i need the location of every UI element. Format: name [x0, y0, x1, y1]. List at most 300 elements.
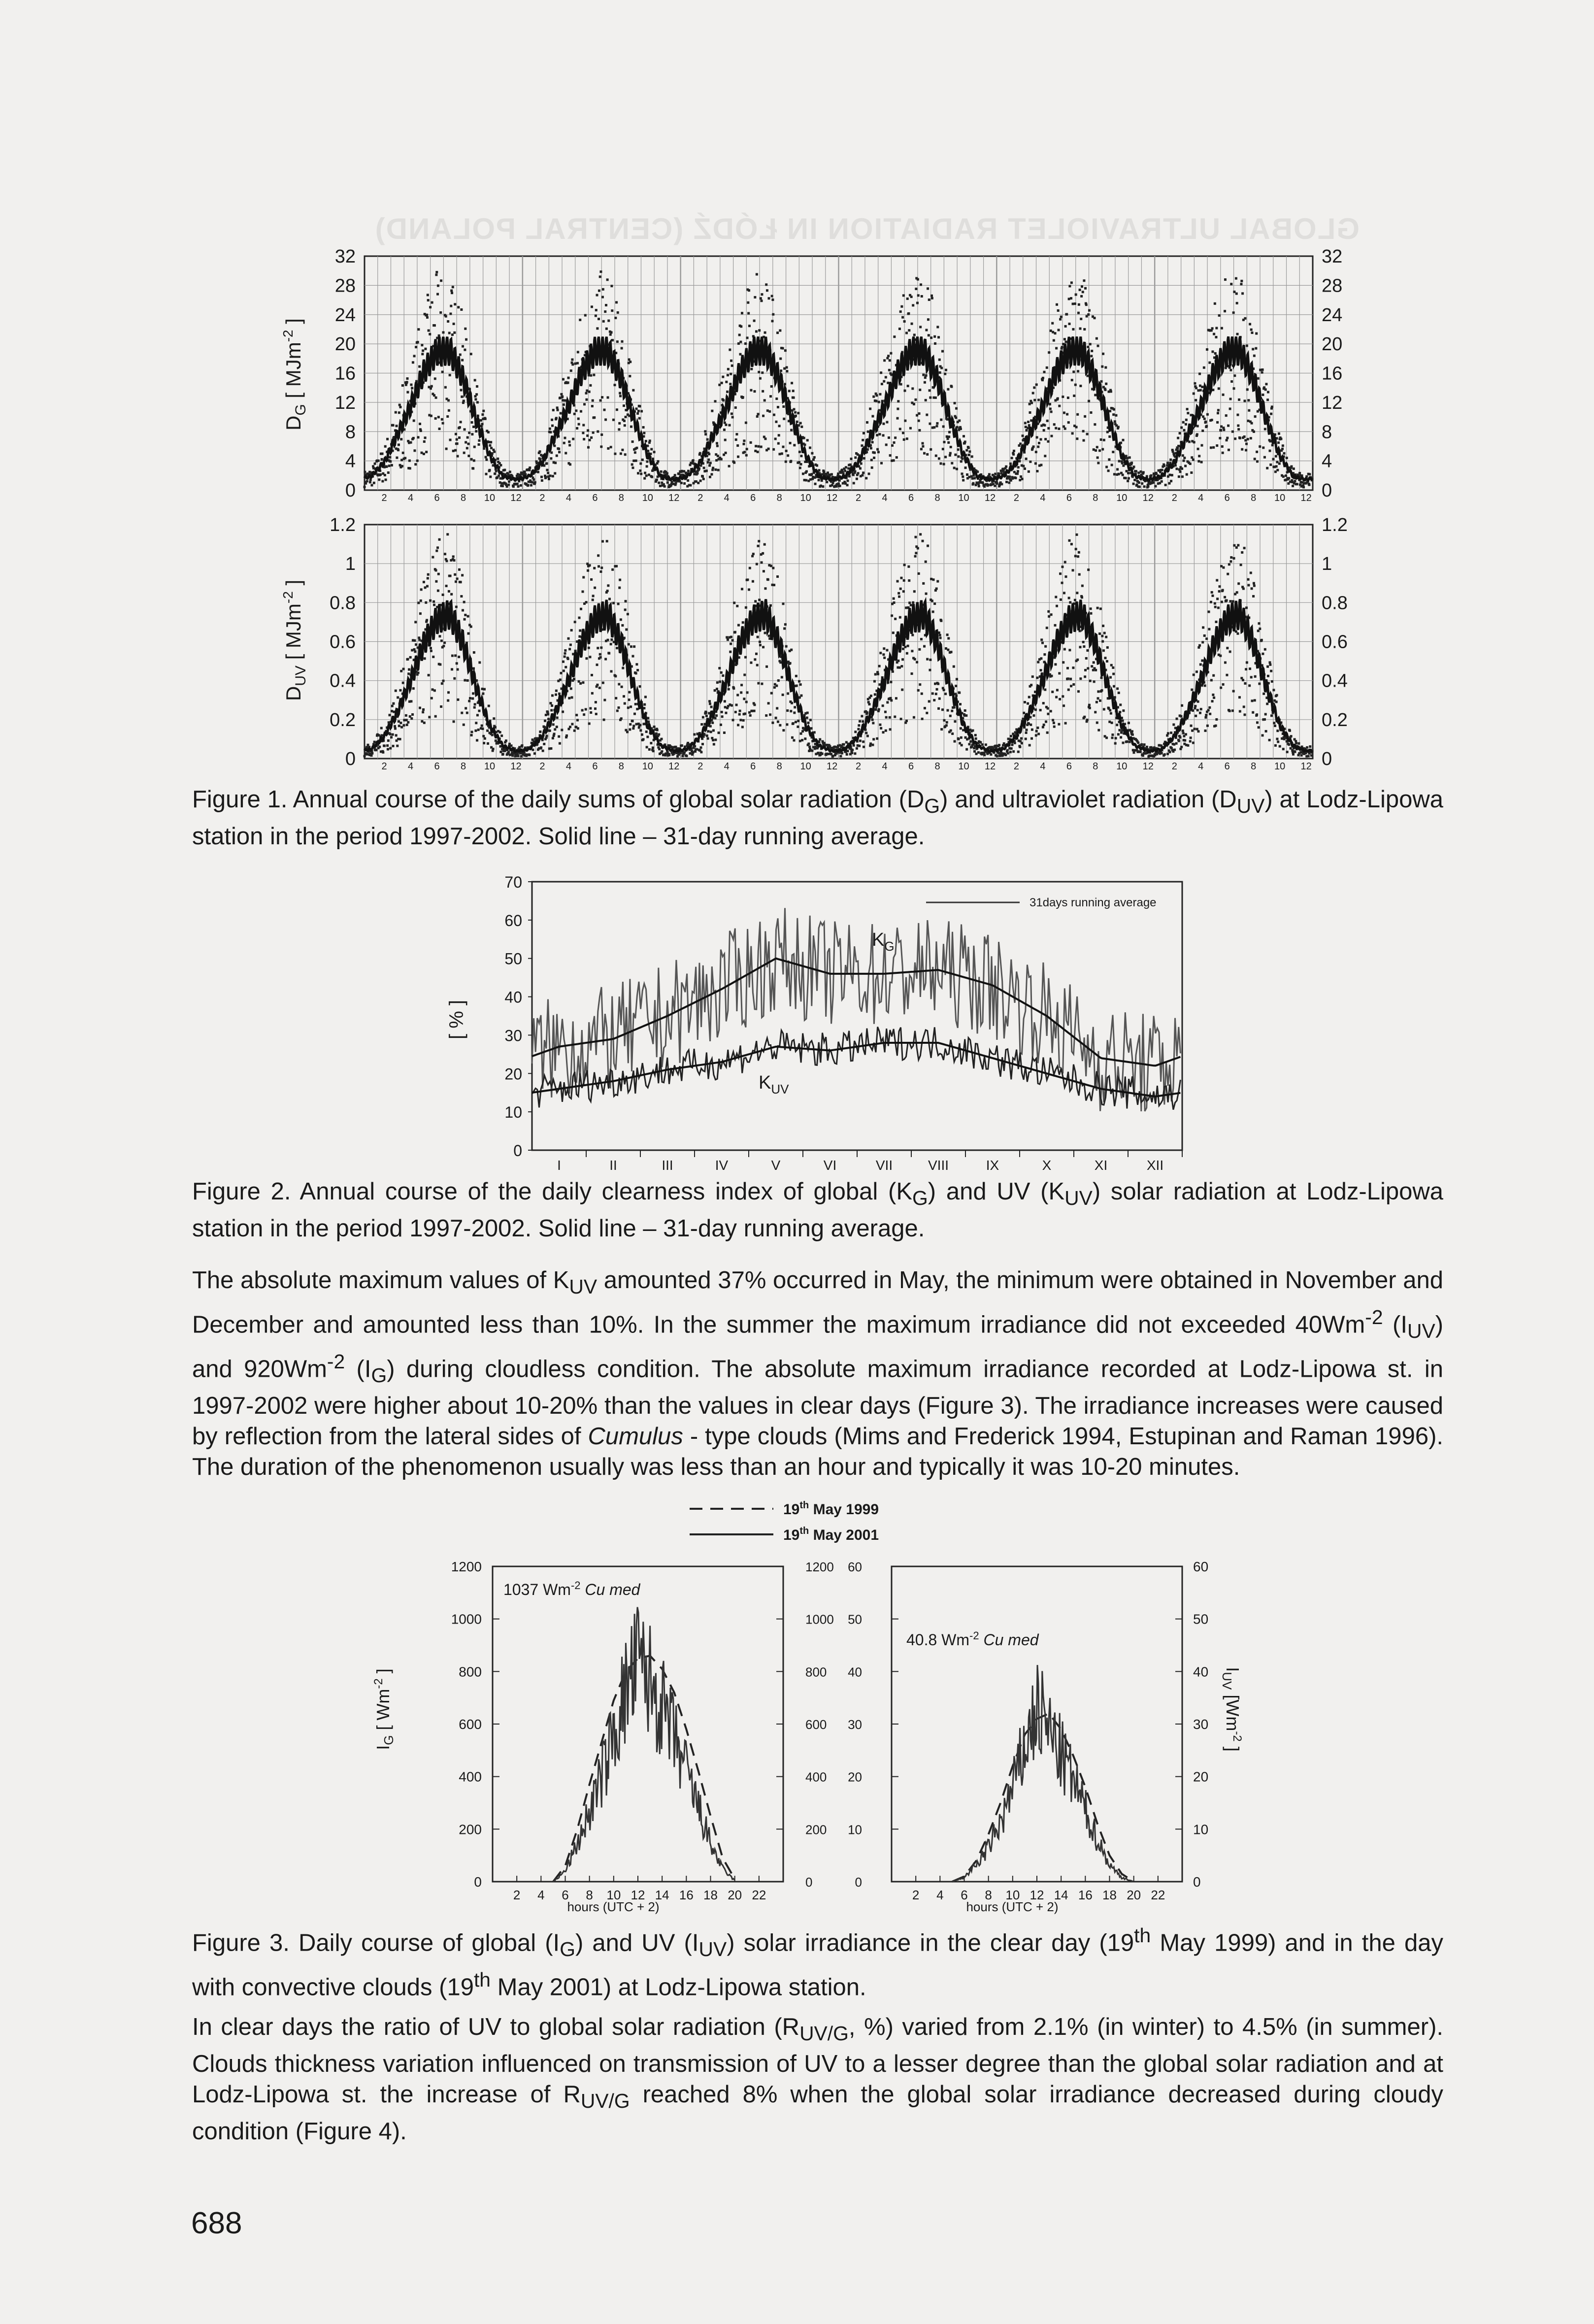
daily-point [696, 472, 698, 474]
daily-point [1191, 456, 1193, 459]
y-tick-label-left: 0 [345, 749, 356, 769]
daily-point [899, 588, 902, 590]
daily-point [922, 442, 924, 444]
daily-point [724, 439, 727, 441]
daily-point [915, 552, 917, 554]
daily-point [1281, 448, 1284, 450]
daily-point [1129, 741, 1131, 743]
daily-point [618, 683, 620, 686]
daily-point [889, 697, 892, 699]
daily-point [963, 435, 965, 437]
daily-point [589, 439, 591, 441]
daily-point [545, 714, 547, 716]
daily-point [595, 713, 598, 715]
daily-point [1122, 720, 1124, 722]
daily-point [628, 643, 630, 645]
daily-point [1262, 394, 1264, 396]
daily-point [878, 401, 880, 403]
daily-point [1191, 730, 1194, 732]
daily-point [1235, 546, 1238, 549]
month-tick-label: 2 [697, 493, 703, 503]
daily-point [1109, 709, 1111, 712]
x-tick-label: 6 [562, 1888, 569, 1902]
daily-point [558, 451, 561, 453]
daily-point [1101, 640, 1104, 643]
daily-point [772, 448, 775, 451]
daily-point [599, 653, 601, 656]
daily-point [922, 373, 925, 376]
daily-point [865, 477, 867, 479]
daily-point [567, 658, 569, 660]
daily-point [616, 408, 618, 411]
daily-point [1205, 425, 1208, 428]
daily-point [799, 740, 801, 742]
daily-point [621, 449, 624, 451]
daily-point [793, 739, 795, 741]
daily-point [632, 389, 634, 392]
daily-point [1143, 743, 1146, 746]
daily-point [931, 599, 933, 602]
daily-point [883, 657, 886, 659]
daily-point [1220, 425, 1223, 428]
daily-point [814, 483, 817, 485]
daily-point [1137, 471, 1140, 474]
daily-point [573, 678, 575, 680]
daily-point [549, 702, 552, 704]
daily-point [366, 753, 369, 756]
daily-point [709, 462, 712, 464]
daily-point [591, 405, 594, 407]
daily-point [1171, 474, 1173, 476]
daily-point [766, 409, 769, 412]
daily-point [1258, 726, 1260, 729]
daily-point [1190, 471, 1193, 474]
daily-point [632, 460, 635, 462]
daily-point [384, 445, 387, 448]
daily-point [1199, 663, 1202, 665]
daily-point [1182, 421, 1185, 424]
daily-point [1229, 560, 1232, 563]
daily-point [786, 723, 788, 726]
daily-point [885, 730, 887, 732]
daily-point [1093, 317, 1096, 319]
daily-point [454, 303, 456, 305]
month-tick-label: 8 [1093, 761, 1098, 772]
daily-point [1185, 733, 1187, 735]
daily-point [1194, 382, 1196, 385]
daily-point [500, 734, 503, 737]
daily-point [1062, 695, 1064, 697]
daily-point [650, 742, 652, 744]
daily-point [592, 595, 595, 597]
daily-point [1050, 330, 1052, 332]
daily-point [493, 451, 496, 453]
daily-point [1064, 428, 1066, 430]
daily-point [861, 474, 863, 476]
daily-point [1032, 392, 1034, 394]
y-tick-label: 60 [1193, 1559, 1209, 1574]
daily-point [637, 472, 639, 474]
daily-point [965, 714, 967, 717]
daily-point [482, 410, 485, 412]
daily-point [933, 335, 936, 338]
month-tick-label: 4 [882, 493, 888, 503]
daily-point [1232, 311, 1235, 314]
daily-point [584, 314, 587, 317]
daily-point [1180, 427, 1183, 429]
daily-point [651, 476, 653, 478]
daily-point [835, 485, 838, 488]
daily-point [1016, 472, 1019, 475]
month-tick-label: 4 [565, 761, 571, 772]
daily-point [761, 299, 763, 302]
daily-point [1181, 475, 1184, 478]
daily-point [1261, 639, 1263, 641]
daily-point [405, 719, 408, 721]
daily-point [486, 730, 489, 732]
daily-point [938, 697, 941, 700]
daily-point [1082, 641, 1085, 643]
daily-point [1197, 700, 1199, 703]
daily-point [424, 657, 426, 660]
daily-point [1183, 429, 1185, 432]
daily-point [470, 353, 472, 355]
daily-point [1110, 712, 1112, 715]
month-tick-label: 8 [934, 761, 940, 772]
daily-point [364, 486, 366, 488]
daily-point [735, 438, 737, 441]
daily-point [610, 638, 613, 641]
daily-point [1053, 722, 1055, 724]
daily-point [1229, 398, 1231, 400]
daily-point [1216, 579, 1218, 582]
daily-point [734, 631, 736, 633]
y-tick-label-right: 0 [1322, 749, 1332, 769]
daily-point [931, 692, 934, 695]
month-label: VIII [928, 1158, 949, 1173]
daily-point [973, 477, 976, 479]
daily-point [1006, 749, 1009, 752]
daily-point [1025, 429, 1028, 432]
month-tick-label: 8 [776, 493, 782, 503]
daily-point [470, 626, 472, 628]
daily-point [883, 380, 885, 383]
daily-point [371, 752, 373, 755]
daily-point [1116, 724, 1118, 726]
daily-point [1043, 424, 1046, 427]
daily-point [1043, 724, 1045, 726]
daily-point [950, 651, 953, 653]
daily-point [1206, 348, 1208, 351]
daily-point [768, 410, 771, 413]
month-tick-label: 4 [408, 493, 414, 503]
daily-point [1096, 337, 1098, 340]
daily-point [863, 432, 865, 434]
daily-point [599, 275, 601, 278]
daily-point [1029, 744, 1031, 746]
daily-point [664, 485, 666, 488]
daily-point [776, 575, 779, 578]
daily-point [1186, 473, 1188, 476]
daily-point [627, 706, 630, 709]
daily-point [606, 540, 608, 542]
daily-point [919, 683, 921, 686]
daily-point [1111, 736, 1114, 739]
daily-point [403, 719, 405, 721]
daily-point [472, 467, 474, 470]
daily-point [1221, 327, 1223, 330]
daily-point [890, 681, 892, 683]
daily-point [741, 726, 744, 728]
daily-point [1207, 709, 1210, 711]
y-tick-label-inner: 0 [855, 1875, 862, 1890]
daily-point [375, 749, 377, 751]
daily-point [1146, 746, 1148, 748]
daily-point [756, 273, 758, 275]
daily-point [839, 485, 841, 487]
daily-point [1228, 563, 1230, 565]
daily-point [927, 545, 929, 547]
daily-point [650, 448, 653, 450]
daily-point [1105, 736, 1108, 739]
daily-point [1285, 474, 1287, 477]
daily-point [1229, 710, 1231, 712]
daily-point [961, 744, 963, 746]
daily-point [1067, 677, 1069, 680]
daily-point [1088, 400, 1090, 402]
daily-point [1112, 673, 1115, 675]
daily-point [641, 459, 644, 461]
daily-point [683, 751, 686, 754]
daily-point [1198, 644, 1201, 647]
daily-point [1072, 569, 1074, 571]
daily-point [417, 328, 420, 331]
x-tick-label: 20 [1127, 1888, 1141, 1902]
daily-point [791, 702, 793, 704]
daily-point [467, 615, 469, 618]
daily-point [1295, 742, 1297, 744]
daily-point [943, 689, 945, 691]
daily-point [920, 638, 923, 640]
daily-point [899, 616, 901, 619]
daily-point [863, 457, 865, 460]
daily-point [633, 645, 635, 648]
daily-point [1096, 607, 1099, 609]
daily-point [1283, 452, 1285, 455]
daily-point [750, 662, 752, 664]
daily-point [689, 484, 692, 487]
daily-point [1127, 480, 1129, 482]
month-tick-label: 4 [1040, 493, 1046, 503]
daily-point [1141, 482, 1143, 485]
daily-point [456, 442, 459, 445]
daily-point [801, 730, 804, 732]
daily-point [1009, 751, 1012, 753]
daily-point [965, 449, 968, 452]
daily-point [968, 454, 970, 456]
daily-point [965, 748, 968, 751]
daily-point [1155, 473, 1158, 475]
y-tick-label: 60 [504, 911, 522, 930]
daily-point [996, 755, 998, 757]
daily-point [478, 710, 480, 712]
daily-point [749, 567, 751, 569]
daily-point [1215, 336, 1217, 338]
x-tick-label: 4 [936, 1888, 944, 1902]
daily-point [1010, 747, 1013, 750]
daily-point [1152, 481, 1155, 484]
month-tick-label: 2 [1013, 761, 1019, 772]
daily-point [640, 472, 642, 475]
daily-point [1097, 697, 1099, 699]
figure-3-right-panel [848, 1559, 1208, 1902]
month-tick-label: 4 [408, 761, 414, 772]
daily-point [601, 540, 604, 543]
daily-point [398, 443, 400, 446]
daily-point [1239, 437, 1241, 439]
daily-point [879, 433, 881, 435]
daily-point [501, 485, 504, 487]
daily-point [731, 412, 733, 415]
daily-point [954, 454, 957, 456]
daily-point [754, 296, 756, 299]
daily-point [770, 385, 773, 388]
daily-point [872, 738, 875, 740]
daily-point [764, 332, 766, 334]
daily-point [1064, 722, 1067, 725]
daily-point [565, 734, 568, 737]
daily-point [1060, 316, 1063, 318]
daily-point [1021, 478, 1024, 480]
daily-point [744, 656, 747, 659]
daily-point [889, 359, 891, 362]
daily-point [452, 286, 454, 288]
daily-point [435, 271, 438, 273]
daily-point [1030, 737, 1033, 740]
daily-point [444, 553, 446, 555]
daily-point [447, 320, 449, 323]
daily-point [401, 465, 403, 467]
daily-point [1245, 449, 1247, 451]
daily-point [459, 354, 462, 356]
daily-point [478, 443, 480, 446]
daily-point [470, 458, 473, 461]
daily-point [1068, 285, 1071, 287]
daily-point [1040, 657, 1042, 660]
daily-point [1181, 704, 1183, 707]
daily-point [960, 736, 963, 739]
daily-point [1047, 440, 1049, 443]
daily-point [474, 398, 477, 400]
daily-point [1251, 699, 1253, 702]
daily-point [716, 688, 718, 690]
daily-point [595, 701, 597, 703]
daily-point [722, 399, 725, 401]
daily-point [561, 396, 564, 398]
daily-point [731, 365, 733, 367]
daily-point [839, 755, 842, 758]
daily-point [401, 384, 404, 387]
daily-point [1089, 680, 1092, 682]
daily-point [1103, 439, 1105, 441]
daily-point [588, 723, 591, 725]
daily-point [1233, 544, 1235, 547]
daily-point [1215, 327, 1218, 330]
daily-point [392, 702, 395, 705]
daily-point [1079, 646, 1081, 648]
daily-point [435, 550, 438, 552]
daily-point [1210, 679, 1213, 681]
daily-point [682, 755, 684, 757]
daily-point [636, 669, 639, 671]
daily-point [953, 466, 956, 469]
daily-point [917, 278, 919, 281]
x-tick-label: 14 [655, 1888, 669, 1902]
daily-point [589, 564, 591, 566]
daily-point [467, 443, 469, 445]
daily-point [466, 436, 469, 439]
daily-point [894, 436, 897, 439]
month-tick-label: 10 [800, 493, 811, 503]
daily-point [753, 710, 756, 712]
daily-point [873, 680, 876, 683]
daily-point [1099, 607, 1102, 610]
daily-point [571, 696, 573, 698]
daily-point [1083, 279, 1085, 282]
daily-point [931, 297, 933, 299]
daily-point [647, 717, 649, 719]
daily-point [723, 429, 726, 431]
daily-point [830, 473, 833, 475]
daily-point [639, 469, 641, 472]
daily-point [709, 476, 711, 478]
daily-point [930, 295, 933, 297]
daily-point [1180, 746, 1183, 748]
daily-point [1196, 728, 1198, 730]
daily-point [538, 450, 541, 453]
daily-point [1073, 395, 1075, 397]
daily-point [1079, 289, 1081, 291]
daily-point [806, 712, 809, 714]
y-tick-label-inner: 10 [848, 1822, 862, 1837]
x-tick-label: 20 [728, 1888, 742, 1902]
daily-point [1279, 745, 1281, 748]
daily-point [1250, 329, 1253, 331]
daily-point [742, 719, 745, 722]
daily-point [1074, 555, 1077, 557]
daily-point [1114, 742, 1117, 745]
daily-point [732, 719, 734, 721]
daily-point [1053, 423, 1056, 426]
y-tick-label: 200 [459, 1822, 482, 1837]
daily-point [801, 739, 803, 741]
daily-point [845, 741, 848, 743]
daily-point [758, 598, 761, 601]
daily-point [930, 336, 932, 339]
daily-point [1044, 438, 1047, 440]
daily-point [835, 752, 838, 755]
daily-point [1223, 429, 1225, 431]
daily-point [419, 612, 422, 615]
daily-point [597, 647, 599, 649]
daily-point [1268, 450, 1271, 452]
daily-point [793, 408, 795, 410]
y-tick-label-inner: 400 [805, 1769, 827, 1785]
daily-point [722, 376, 724, 378]
daily-point [1243, 705, 1245, 708]
daily-point [734, 711, 737, 713]
daily-point [937, 707, 940, 710]
